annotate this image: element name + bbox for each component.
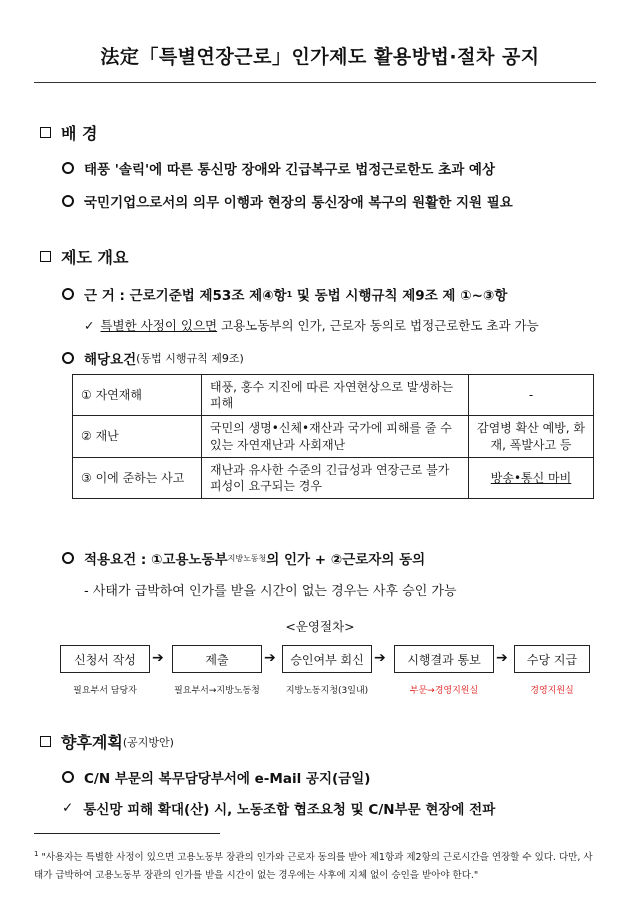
apply-requirements-line: 적용요건 : ①고용노동부 지방노동청 의 인가 + ②근로자의 동의 (62, 548, 425, 568)
process-step-2-owner: 필요부서→지방노동청 (174, 686, 260, 696)
page-title: 法定「특별연장근로」인가제도 활용방법·절차 공지 (100, 46, 540, 68)
process-step-3-owner: 지방노동지청(3일내) (285, 686, 369, 696)
process-step-4: 시행결과 통보 (394, 645, 494, 673)
circle-bullet-icon (62, 552, 74, 564)
table-row (73, 375, 594, 416)
circle-bullet-icon (62, 352, 74, 364)
background-item-2: 국민기업으로서의 의무 이행과 현장의 통신장애 복구의 원활한 지원 필요 (62, 191, 513, 211)
footnote: $^1$ "사용자는 특별한 사정이 있으면 고용노동부 장관의 인가와 근로자 동의를 받아 제1항과 제2항의 근로시간을 연장할 수 있다. 다만, 사태가 급박하여 고용노동부 장관의 인가를 받을 시간이 없는 경우에는 사후에 지체 없이 승인을 받아야 한다." (34, 850, 593, 882)
section-plan-heading: 향후계획 (공지방안) (40, 730, 174, 753)
table-cell-desc: 재난과 유사한 수준의 긴급성과 연장근로 불가피성이 요구되는 경우 (202, 457, 469, 498)
table-row (73, 416, 594, 457)
section-overview-heading: 제도 개요 (40, 245, 128, 268)
process-step-4-owner: 부문→경영지원실 (409, 686, 479, 696)
background-item-1: 태풍 '솔릭'에 따른 통신망 장애와 긴급복구로 법정근로한도 초과 예상 (62, 158, 495, 178)
table-row (73, 457, 594, 498)
process-step-3: 승인여부 회신 (282, 645, 372, 673)
table-cell-type: ① 자연재해 (73, 375, 202, 416)
table-cell-desc: 태풍, 홍수 지진에 따른 자연현상으로 발생하는 피해 (202, 375, 469, 416)
circle-bullet-icon (62, 288, 74, 300)
section-background-heading: 배 경 (40, 121, 97, 144)
process-step-5-owner: 경영지원실 (530, 686, 574, 696)
table-cell-example: - (469, 375, 594, 416)
footnote-mark: 1 (286, 289, 293, 299)
arrow-right-icon: ➔ (374, 650, 386, 666)
checkmark-icon: ✓ (84, 317, 95, 333)
conditions-line: 해당요건 (동법 시행규칙 제9조) (62, 348, 244, 368)
arrow-right-icon: ➔ (264, 650, 276, 666)
plan-item-1: C/N 부문의 복무담당부서에 e-Mail 공지(금일) (62, 767, 370, 787)
arrow-right-icon: ➔ (496, 650, 508, 666)
process-step-5: 수당 지급 (514, 645, 590, 673)
process-step-1: 신청서 작성 (60, 645, 150, 673)
title-divider (34, 82, 596, 83)
square-bullet-icon (40, 251, 51, 262)
process-title: <운영절차> (285, 619, 355, 634)
table-cell-type: ③ 이에 준하는 사고 (73, 457, 202, 498)
checkmark-icon: ✓ (62, 800, 74, 816)
conditions-table (72, 374, 594, 499)
apply-note: - 사태가 급박하여 인가를 받을 시간이 없는 경우는 사후 승인 가능 (84, 584, 457, 599)
square-bullet-icon (40, 736, 51, 747)
process-step-1-owner: 필요부서 담당자 (73, 686, 137, 696)
legal-basis-note: ✓ 특별한 사정이 있으면 고용노동부의 인가, 근로자 동의로 법정근로한도 초과 가능 (84, 317, 539, 333)
square-bullet-icon (40, 127, 51, 138)
legal-basis-line: 근 거 : 근로기준법 제53조 제④항 1 및 동법 시행규칙 제9조 제 ①~③항 (62, 284, 507, 304)
circle-bullet-icon (62, 195, 74, 207)
circle-bullet-icon (62, 771, 74, 783)
circle-bullet-icon (62, 162, 74, 174)
table-cell-desc: 국민의 생명•신체•재산과 국가에 피해를 줄 수 있는 자연재난과 사회재난 (202, 416, 469, 457)
footnote-divider (34, 833, 220, 834)
process-step-2: 제출 (172, 645, 262, 673)
table-cell-example: 방송•통신 마비 (469, 457, 594, 498)
table-cell-example: 감염병 확산 예방, 화재, 폭발사고 등 (469, 416, 594, 457)
table-cell-type: ② 재난 (73, 416, 202, 457)
plan-item-2: ✓ 통신망 피해 확대(산) 시, 노동조합 협조요청 및 C/N부문 현장에 전파 (62, 800, 496, 818)
arrow-right-icon: ➔ (152, 650, 164, 666)
